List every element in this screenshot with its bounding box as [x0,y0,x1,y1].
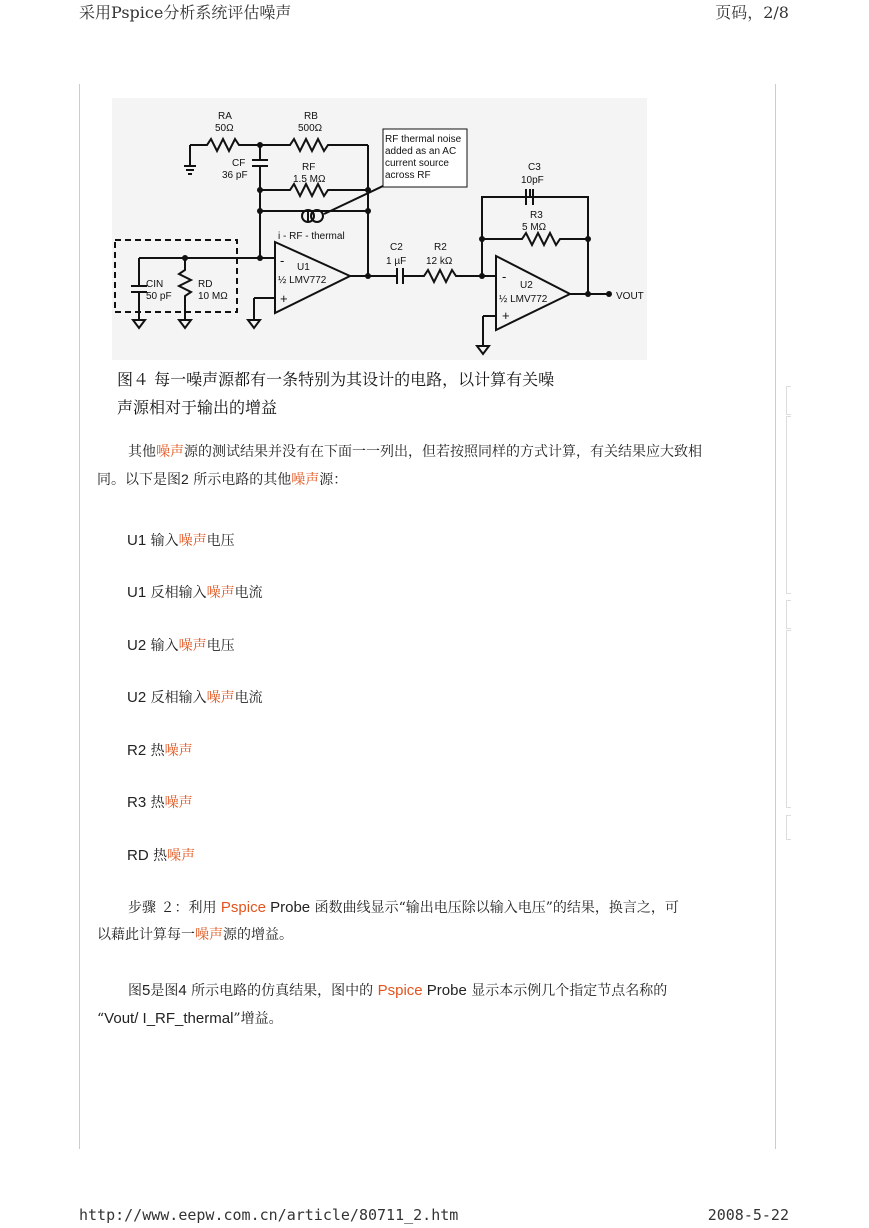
text: 反相输入 [146,690,207,706]
item-code: U2 [127,689,147,706]
u1-plus-sign: + [280,291,288,306]
keyword-link[interactable]: 噪声 [178,638,207,654]
keyword-link[interactable]: 噪声 [164,743,193,759]
label-cin-value: 50 pF [146,291,172,302]
item-code: RD [127,847,149,864]
u2-plus-sign: + [502,308,510,323]
note-line-4: across RF [385,170,431,181]
text: Vout/ I_RF_thermal [104,1010,234,1027]
text: 源的测试结果并没有在下面一一列出，但若按照同样的方式计算，有关结果应大致相 [184,444,702,460]
side-panel-tab [786,600,791,629]
label-u2-part: ½ LMV772 [499,294,548,305]
paragraph-other-sources [97,439,757,494]
label-rf-value: 1.5 MΩ [293,174,326,185]
item-code: U1 [127,584,147,601]
label-vout: VOUT [616,291,644,302]
footer-url: http://www.eepw.com.cn/article/80711_2.htm [79,1206,459,1224]
text: 步骤 ２：利用 [128,900,221,916]
label-i-rf-thermal: i - RF - thermal [278,231,345,242]
text: 其他 [128,444,156,460]
caption-line-2: 声源相对于输出的增益 [117,398,278,417]
label-u2: U2 [520,280,533,291]
text: “ [97,1011,105,1027]
text: 反相输入 [146,585,207,601]
label-rf: RF [302,162,316,173]
item-code: R3 [127,794,147,811]
text: 输入 [146,638,179,654]
content-frame-right-border [775,84,776,1149]
note-line-1: RF thermal noise [385,134,462,145]
text: 电压 [206,533,235,549]
text: 同。以下是图 [97,472,181,488]
page-header-title: 采用Pspice分析系统评估噪声 [79,3,292,22]
label-r2-value: 12 kΩ [426,256,453,267]
list-item [127,687,263,707]
text: 所示电路的其他 [188,472,292,488]
text: 输入 [146,533,179,549]
list-item [127,530,235,550]
label-cin: CIN [146,279,164,290]
keyword-link[interactable]: 噪声 [167,848,196,864]
label-r3-value: 5 MΩ [522,222,547,233]
keyword-link[interactable]: 噪声 [291,472,320,488]
label-c2-value: 1 µF [386,256,407,267]
caption-line-1: 图４ 每一噪声源都有一条特别为其设计的电路，以计算有关噪 [117,370,555,389]
keyword-link[interactable]: 噪声 [195,927,223,943]
item-code: U2 [127,637,147,654]
footer-date: 2008-5-22 [707,1206,789,1224]
note-line-3: current source [385,158,449,169]
side-panel-tab [786,386,791,415]
side-panel-tab [786,630,791,808]
text: 函数曲线显示“输出电压除以输入电压”的结果，换言之，可 [310,900,679,916]
keyword-link[interactable]: 噪声 [206,585,235,601]
text: 热 [146,743,165,759]
keyword-link[interactable]: 噪声 [164,795,193,811]
text: Probe [265,899,311,916]
item-code: R2 [127,742,147,759]
text: 图 [128,983,142,999]
text: 热 [148,848,168,864]
label-rd-value: 10 MΩ [198,291,228,302]
label-c2: C2 [390,242,403,253]
label-ra: RA [218,111,232,122]
list-item [127,582,263,602]
side-panel-tab [786,815,791,840]
keyword-link[interactable]: 噪声 [178,533,207,549]
list-item [127,845,195,865]
list-item [127,792,193,812]
item-code: U1 [127,532,147,549]
text: 以藉此计算每一 [97,927,195,943]
u1-minus-sign: - [280,253,285,268]
text: 是图 [150,983,179,999]
label-u1-part: ½ LMV772 [278,275,327,286]
label-cf: CF [232,158,246,169]
circuit-diagram-figure [112,98,647,360]
u2-minus-sign: - [502,269,507,284]
text: 源： [319,472,348,488]
text: Probe [422,982,467,999]
label-r3: R3 [530,210,543,221]
label-rd: RD [198,279,213,290]
text: 电流 [234,690,263,706]
note-line-2: added as an AC [385,146,457,157]
label-cf-value: 36 pF [222,170,248,181]
label-r2: R2 [434,242,447,253]
text: 5 [142,982,151,999]
list-item [127,635,235,655]
paragraph-step-2 [97,894,757,949]
page-indicator: 页码，2/8 [715,3,789,22]
text: 2 [181,471,189,487]
text: 显示本示例几个指定节点名称的 [466,983,668,999]
side-panel-tab [786,416,791,594]
text: 电流 [234,585,263,601]
label-u1: U1 [297,262,310,273]
text: ”增益。 [233,1011,283,1027]
keyword-link[interactable]: 噪声 [206,690,235,706]
keyword-link[interactable]: Pspice [377,982,423,999]
list-item [127,740,193,760]
paragraph-figure-5 [97,977,757,1033]
label-c3-value: 10pF [521,175,544,186]
label-rb-value: 500Ω [298,123,323,134]
label-c3: C3 [528,162,541,173]
text: 4 [178,982,187,999]
text: 源的增益。 [223,927,293,943]
text: 热 [146,795,165,811]
label-rb: RB [304,111,318,122]
figure-caption [117,366,717,422]
text: 电压 [206,638,235,654]
content-frame-left-border [79,84,80,1149]
text: 所示电路的仿真结果，图中的 [186,983,378,999]
keyword-link[interactable]: 噪声 [156,444,184,460]
label-ra-value: 50Ω [215,123,234,134]
keyword-link[interactable]: Pspice [220,899,266,916]
